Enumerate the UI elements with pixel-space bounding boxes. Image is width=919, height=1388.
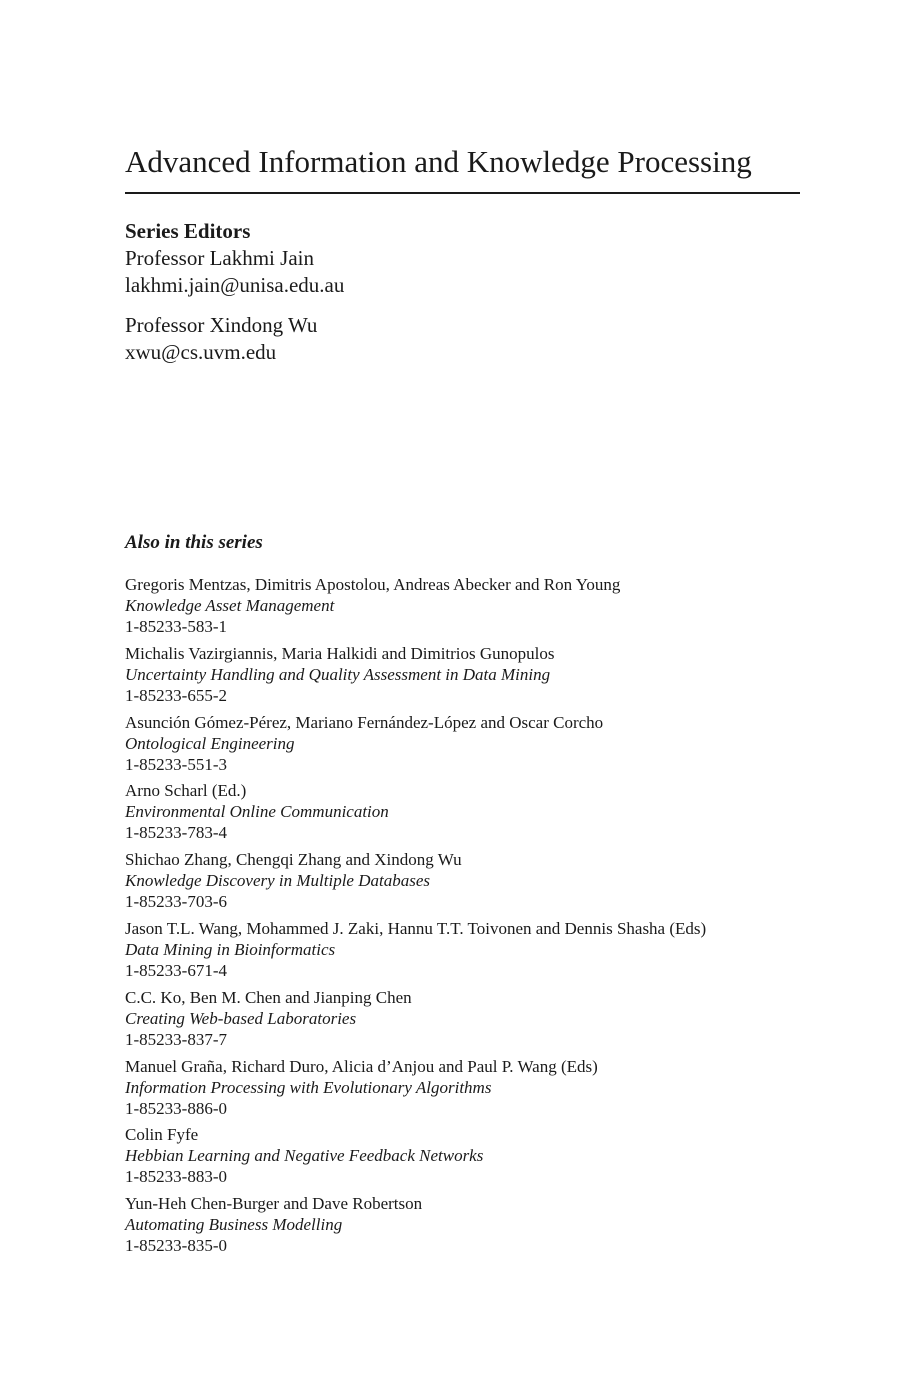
book-isbn: 1-85233-783-4 — [125, 823, 227, 843]
book-entry — [125, 574, 706, 637]
book-authors: Yun-Heh Chen-Burger and Dave Robertson — [125, 1194, 423, 1214]
book-authors: Asunción Gómez-Pérez, Mariano Fernández-López and Oscar Corcho — [125, 712, 604, 732]
book-isbn: 1-85233-671-4 — [125, 960, 227, 980]
book-entry — [125, 849, 706, 912]
book-entry — [125, 1193, 706, 1256]
title-rule — [125, 192, 800, 194]
editor-entry — [125, 312, 344, 366]
book-title: Data Mining in Bioinformatics — [125, 939, 336, 959]
series-title: Advanced Information and Knowledge Processing — [125, 144, 752, 179]
book-entry — [125, 780, 706, 843]
book-entry — [125, 643, 706, 706]
book-isbn: 1-85233-886-0 — [125, 1098, 227, 1118]
book-authors: Jason T.L. Wang, Mohammed J. Zaki, Hannu T.T. Toivonen and Dennis Shasha (Eds) — [125, 918, 707, 938]
book-isbn: 1-85233-837-7 — [125, 1029, 227, 1049]
book-authors: Michalis Vazirgiannis, Maria Halkidi and Dimitrios Gunopulos — [125, 643, 555, 663]
book-title: Knowledge Discovery in Multiple Databases — [125, 871, 431, 891]
book-entry — [125, 1124, 706, 1187]
book-title: Hebbian Learning and Negative Feedback Networks — [125, 1146, 484, 1166]
book-list — [125, 574, 706, 1262]
book-entry — [125, 712, 706, 775]
book-authors: Shichao Zhang, Chengqi Zhang and Xindong Wu — [125, 850, 462, 870]
book-authors: C.C. Ko, Ben M. Chen and Jianping Chen — [125, 987, 412, 1007]
book-isbn: 1-85233-835-0 — [125, 1236, 227, 1256]
book-authors: Manuel Graña, Richard Duro, Alicia d’Anjou and Paul P. Wang (Eds) — [125, 1056, 598, 1076]
also-in-series-heading: Also in this series — [125, 532, 263, 553]
book-title: Information Processing with Evolutionary Algorithms — [125, 1077, 492, 1097]
editor-entry — [125, 245, 344, 299]
book-title: Environmental Online Communication — [125, 802, 389, 822]
book-title: Creating Web-based Laboratories — [125, 1008, 357, 1028]
book-authors: Gregoris Mentzas, Dimitris Apostolou, Andreas Abecker and Ron Young — [125, 575, 621, 594]
book-entry — [125, 1056, 706, 1119]
series-editors — [125, 218, 344, 366]
editor-email: lakhmi.jain@unisa.edu.au — [125, 273, 345, 297]
book-isbn: 1-85233-655-2 — [125, 685, 227, 705]
book-title: Knowledge Asset Management — [125, 596, 335, 615]
book-title: Uncertainty Handling and Quality Assessment in Data Mining — [125, 664, 551, 684]
book-title: Automating Business Modelling — [125, 1215, 343, 1235]
book-entry — [125, 918, 706, 981]
book-title: Ontological Engineering — [125, 733, 295, 753]
book-isbn: 1-85233-703-6 — [125, 892, 227, 912]
series-editors-heading: Series Editors — [125, 219, 251, 243]
editor-name: Professor Xindong Wu — [125, 313, 318, 337]
book-isbn: 1-85233-551-3 — [125, 754, 227, 774]
book-entry — [125, 987, 706, 1050]
book-isbn: 1-85233-583-1 — [125, 617, 227, 636]
book-isbn: 1-85233-883-0 — [125, 1167, 227, 1187]
book-authors: Arno Scharl (Ed.) — [125, 781, 247, 801]
editor-email: xwu@cs.uvm.edu — [125, 340, 277, 364]
editor-name: Professor Lakhmi Jain — [125, 246, 314, 270]
book-authors: Colin Fyfe — [125, 1125, 199, 1145]
series-page — [125, 0, 800, 1388]
